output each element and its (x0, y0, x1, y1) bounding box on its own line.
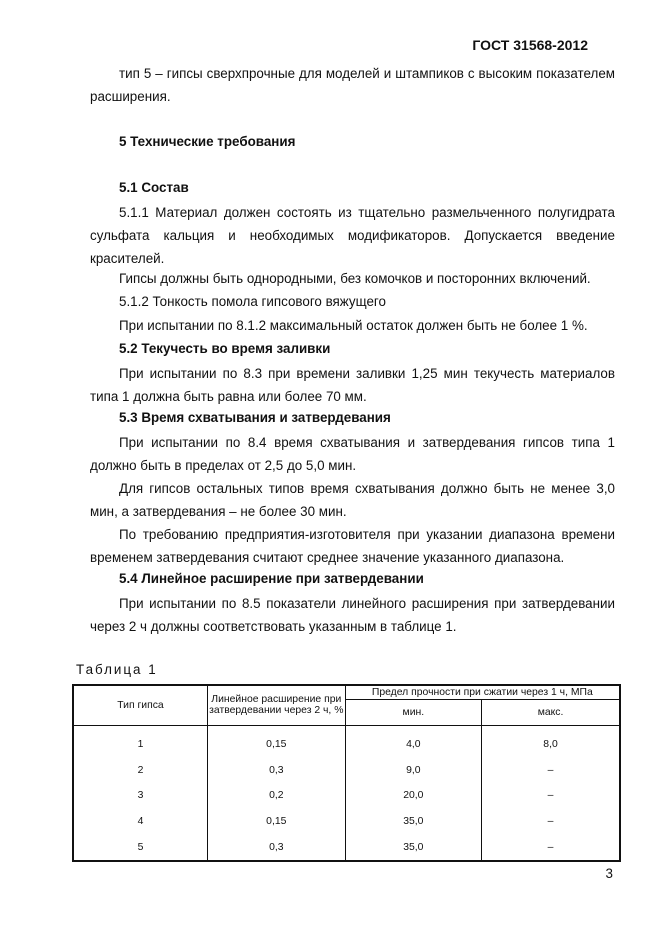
header-type: Тип гипса (73, 685, 207, 725)
section-5-4-title: 5.4 Линейное расширение при затвердевании (119, 571, 424, 586)
paragraph-5-2: При испытании по 8.3 при времени заливки 1,25 мин текучесть материалов типа 1 должна быть равна или более 70 мм. (90, 366, 615, 404)
row-5-type: 5 (73, 834, 207, 861)
paragraph-5-1-2-title: 5.1.2 Тонкость помола гипсового вяжущего (119, 294, 386, 309)
row-5-max: – (482, 834, 620, 861)
row-5-expansion: 0,3 (207, 834, 345, 861)
paragraph-5-4: При испытании по 8.5 показатели линейного расширения при затвердевании через 2 ч должны соответствовать указанным в таблице 1. (90, 596, 615, 634)
paragraph-5-3-3: По требованию предприятия-изготовителя при указании диапазона времени временем затвердевания считают среднее значение указанного диапазона. (90, 527, 615, 565)
row-2-expansion: 0,3 (207, 757, 345, 783)
row-1-max: 8,0 (482, 725, 620, 757)
header-min: мин. (345, 699, 481, 725)
page-number: 3 (605, 866, 613, 881)
row-4-max: – (482, 809, 620, 835)
document-code: ГОСТ 31568-2012 (472, 37, 588, 53)
row-5-min: 35,0 (345, 834, 481, 861)
row-2-type: 2 (73, 757, 207, 783)
type5-paragraph: тип 5 – гипсы сверхпрочные для моделей и штампиков с высоким показателем расширения. (90, 66, 615, 104)
section-5-title: 5 Технические требования (119, 134, 296, 149)
row-4-min: 35,0 (345, 809, 481, 835)
row-3-type: 3 (73, 783, 207, 809)
section-5-2-title: 5.2 Текучесть во время заливки (119, 341, 331, 356)
header-strength: Предел прочности при сжатии через 1 ч, МПа (345, 685, 620, 699)
row-3-expansion: 0,2 (207, 783, 345, 809)
row-3-max: – (482, 783, 620, 809)
paragraph-5-3-2: Для гипсов остальных типов время схватывания должно быть не менее 3,0 мин, а затвердевания – не более 30 мин. (90, 481, 615, 519)
paragraph-homogeneous: Гипсы должны быть однородными, без комочков и посторонних включений. (119, 271, 591, 286)
section-5-3-title: 5.3 Время схватывания и затвердевания (119, 410, 391, 425)
row-1-min: 4,0 (345, 725, 481, 757)
paragraph-5-1-2-text: При испытании по 8.1.2 максимальный остаток должен быть не более 1 %. (119, 318, 588, 333)
row-2-min: 9,0 (345, 757, 481, 783)
row-1-expansion: 0,15 (207, 725, 345, 757)
row-4-expansion: 0,15 (207, 809, 345, 835)
paragraph-5-3-1: При испытании по 8.4 время схватывания и затвердевания гипсов типа 1 должно быть в пределах от 2,5 до 5,0 мин. (90, 435, 615, 473)
row-1-type: 1 (73, 725, 207, 757)
header-max: макс. (482, 699, 620, 725)
row-4-type: 4 (73, 809, 207, 835)
row-3-min: 20,0 (345, 783, 481, 809)
paragraph-5-1-1: 5.1.1 Материал должен состоять из тщательно размельченного полугидрата сульфата кальция и необходимых модификаторов. Допускается введение красителей. (90, 205, 615, 266)
table-caption: Таблица 1 (76, 662, 158, 677)
section-5-1-title: 5.1 Состав (119, 180, 189, 195)
row-2-max: – (482, 757, 620, 783)
header-expansion: Линейное расширение при затвердевании через 2 ч, % (207, 685, 345, 725)
table-1 (72, 684, 621, 862)
